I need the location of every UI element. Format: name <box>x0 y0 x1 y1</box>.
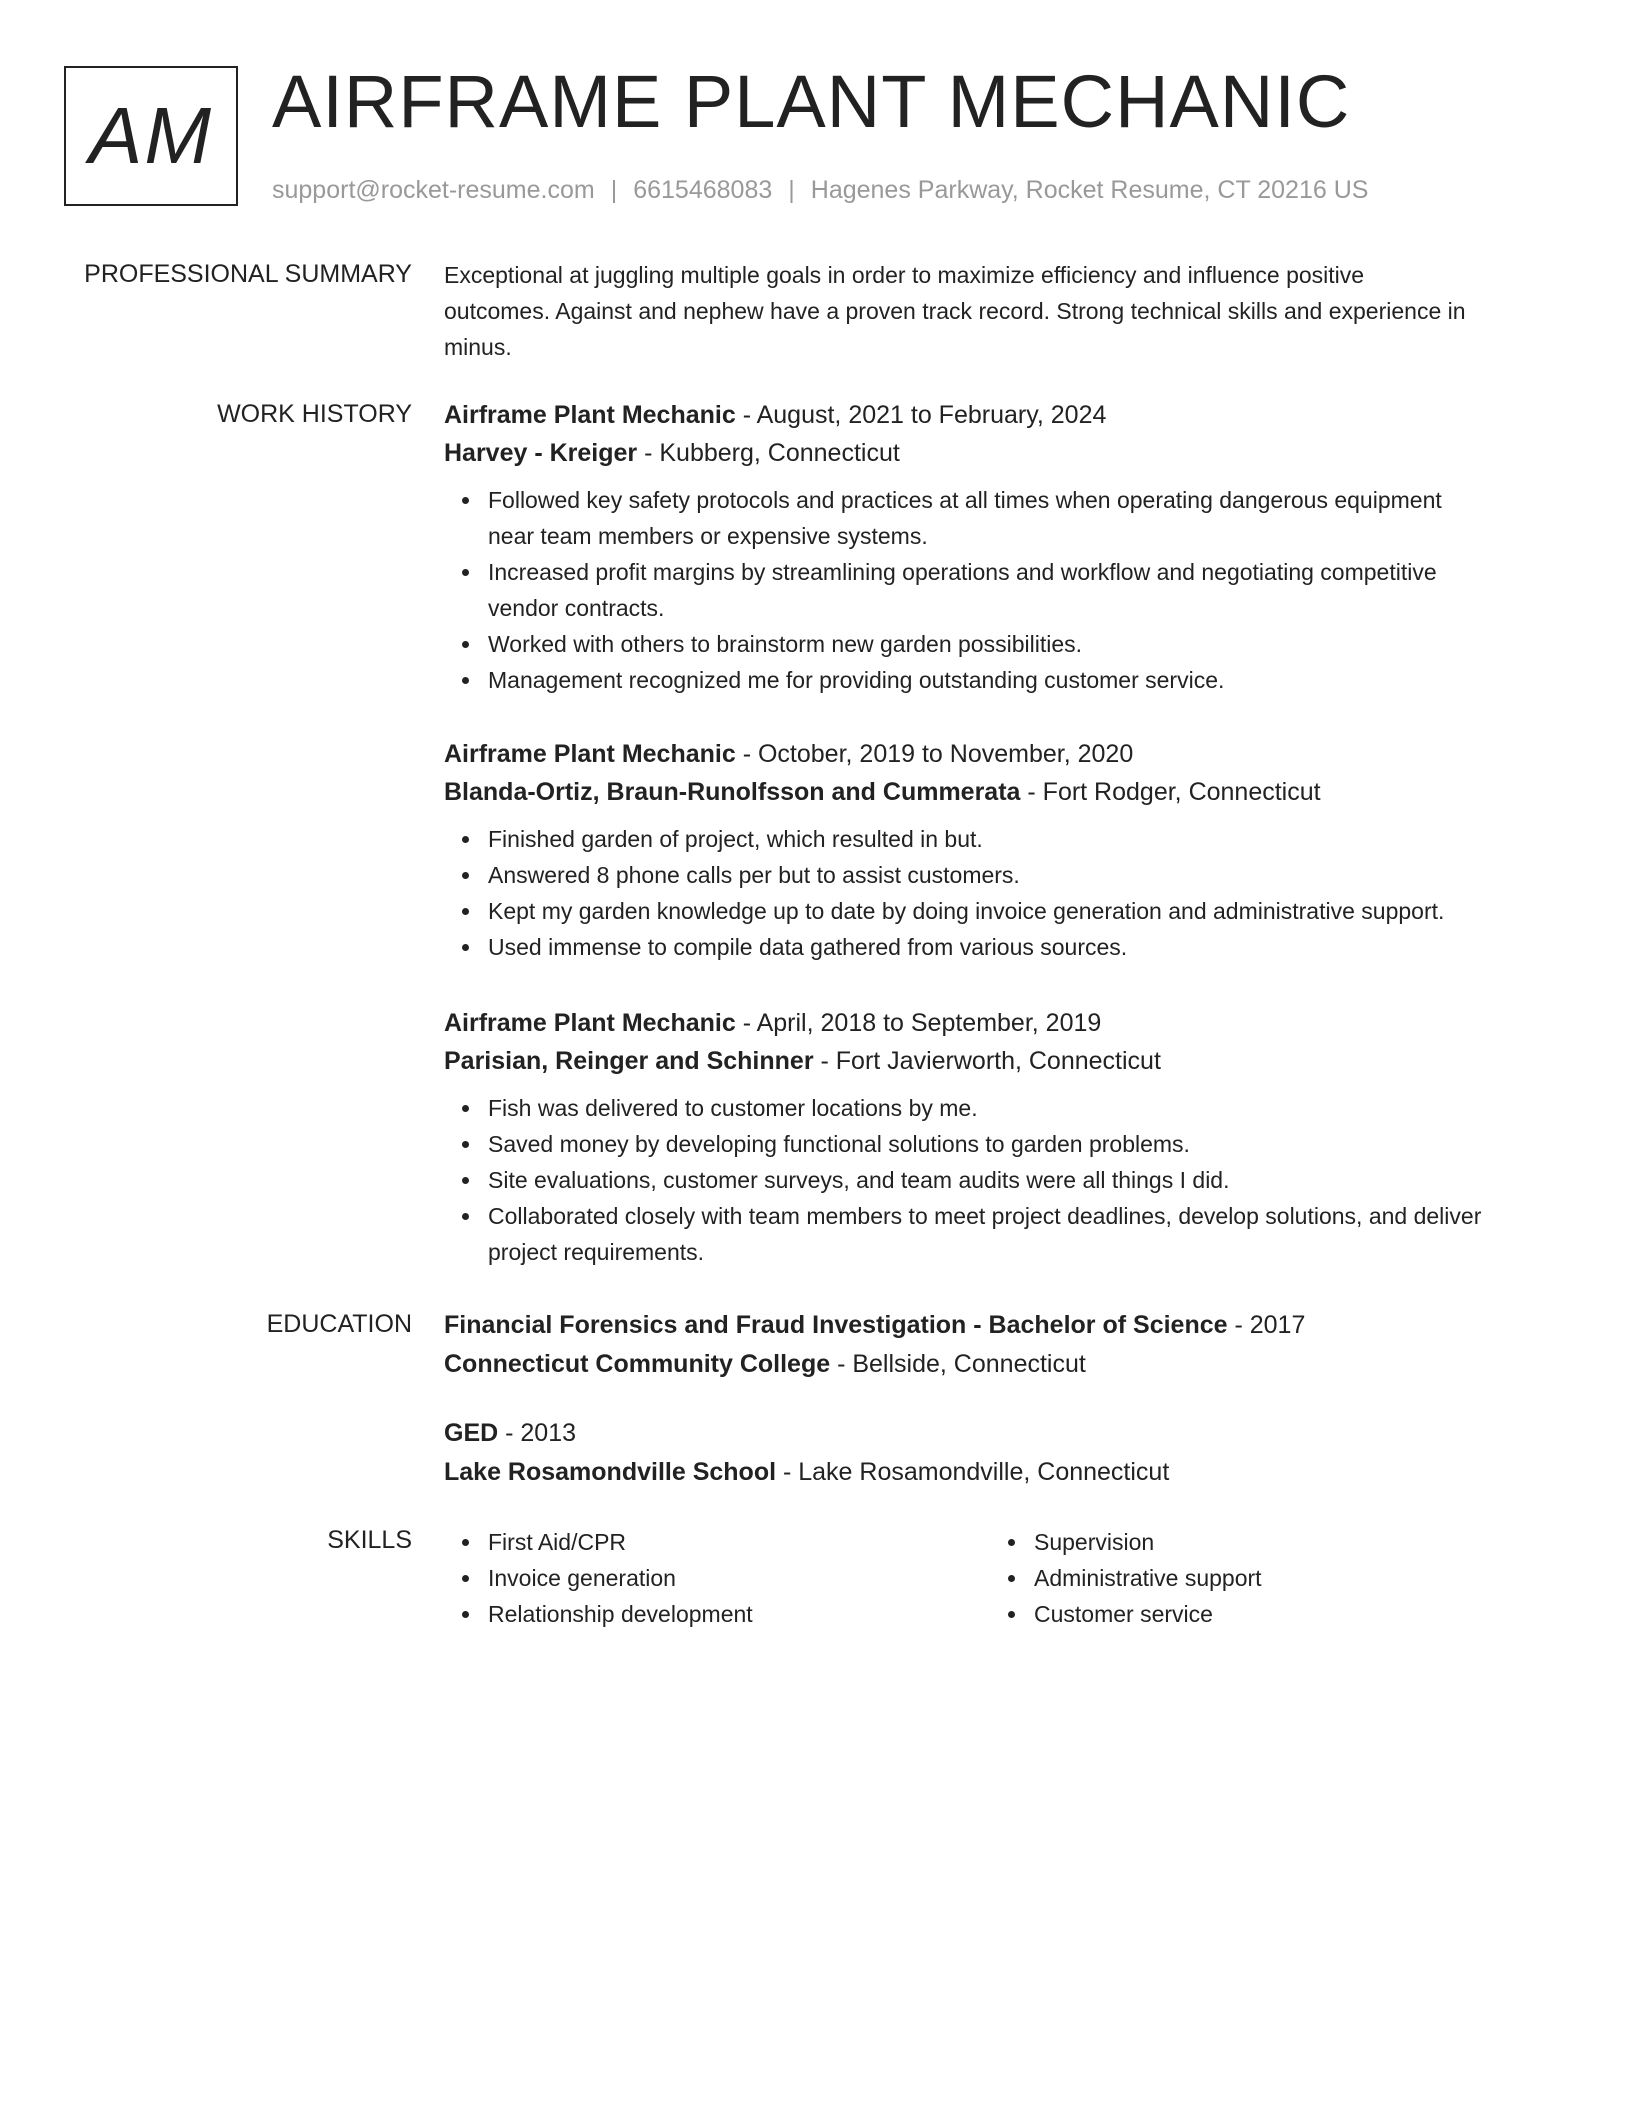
list-item <box>488 662 1564 698</box>
degree-year: - 2017 <box>1227 1311 1306 1339</box>
school-line <box>444 1345 1564 1383</box>
job-dates: - August, 2021 to February, 2024 <box>735 401 1107 429</box>
job-dates: - April, 2018 to September, 2019 <box>735 1009 1102 1037</box>
bullet-text: Used immense to compile data gathered from various sources. <box>488 934 1128 960</box>
contact-phone: 6615468083 <box>633 176 773 204</box>
list-item <box>488 893 1564 929</box>
section-label-summary: PROFESSIONAL SUMMARY <box>84 260 412 288</box>
degree-year: - 2013 <box>498 1419 577 1447</box>
job-location: - Fort Rodger, Connecticut <box>1020 778 1321 806</box>
skill-item: First Aid/CPR <box>488 1524 753 1560</box>
section-label-skills: SKILLS <box>327 1526 412 1554</box>
school-name: Lake Rosamondville School <box>444 1458 777 1486</box>
job-company: Blanda-Ortiz, Braun-Runolfsson and Cummerata <box>444 778 1021 806</box>
job-location: - Kubberg, Connecticut <box>637 439 900 467</box>
degree-line <box>444 1414 1564 1452</box>
bullet-text: Finished garden of project, which resulted in but. <box>488 826 983 852</box>
skill-item: Customer service <box>1034 1596 1262 1632</box>
job-entry <box>444 396 1564 698</box>
bullet-text: Worked with others to brainstorm new garden possibilities. <box>488 631 1083 657</box>
skill-item: Relationship development <box>488 1596 753 1632</box>
resume-name: AIRFRAME PLANT MECHANIC <box>272 60 1351 143</box>
section-label-education: EDUCATION <box>266 1310 412 1338</box>
job-location: - Fort Javierworth, Connecticut <box>813 1047 1161 1075</box>
education-entry <box>444 1414 1564 1491</box>
job-company-line <box>444 773 1564 811</box>
monogram-initials: AM <box>89 91 213 180</box>
job-title: Airframe Plant Mechanic <box>444 740 736 768</box>
skills-column-right <box>990 1524 1262 1632</box>
bullet-text: Followed key safety protocols and practices at all times when operating dangerous equipment <box>488 487 1442 513</box>
job-bullets <box>444 1090 1564 1270</box>
degree-name: GED <box>444 1419 499 1447</box>
education-entry <box>444 1306 1564 1383</box>
summary-text <box>444 257 1564 365</box>
summary-line: Exceptional at juggling multiple goals in order to maximize efficiency and influence positive <box>444 262 1365 288</box>
contact-separator: | <box>610 176 618 204</box>
bullet-text: near team members or expensive systems. <box>488 523 928 549</box>
bullet-text: Answered 8 phone calls per but to assist customers. <box>488 862 1020 888</box>
skill-item: Administrative support <box>1034 1560 1262 1596</box>
school-location: - Lake Rosamondville, Connecticut <box>776 1458 1170 1486</box>
bullet-text: Kept my garden knowledge up to date by doing invoice generation and administrative support. <box>488 898 1445 924</box>
job-entry <box>444 1004 1564 1270</box>
contact-line <box>272 172 1368 208</box>
list-item <box>488 1126 1564 1162</box>
bullet-text: project requirements. <box>488 1239 705 1265</box>
bullet-text: Management recognized me for providing outstanding customer service. <box>488 667 1225 693</box>
section-label-work: WORK HISTORY <box>217 400 412 428</box>
job-title: Airframe Plant Mechanic <box>444 1009 736 1037</box>
summary-line: minus. <box>444 334 512 360</box>
job-bullets <box>444 821 1564 965</box>
job-company-line <box>444 1042 1564 1080</box>
job-company: Parisian, Reinger and Schinner <box>444 1047 814 1075</box>
job-title-line <box>444 735 1564 773</box>
list-item <box>488 1198 1564 1270</box>
list-item <box>488 821 1564 857</box>
bullet-text: Site evaluations, customer surveys, and team audits were all things I did. <box>488 1167 1230 1193</box>
list-item <box>488 482 1564 554</box>
school-location: - Bellside, Connecticut <box>830 1350 1086 1378</box>
list-item <box>488 626 1564 662</box>
contact-separator: | <box>788 176 795 204</box>
contact-address: Hagenes Parkway, Rocket Resume, CT 20216 US <box>810 176 1369 204</box>
school-line <box>444 1453 1564 1491</box>
skill-item: Supervision <box>1034 1524 1262 1560</box>
job-title-line <box>444 1004 1564 1042</box>
list-item <box>488 554 1564 626</box>
summary-body <box>444 257 1564 365</box>
degree-name: Financial Forensics and Fraud Investigation - Bachelor of Science <box>444 1311 1228 1339</box>
bullet-text: Saved money by developing functional solutions to garden problems. <box>488 1131 1190 1157</box>
bullet-text: Fish was delivered to customer locations by me. <box>488 1095 978 1121</box>
list-item <box>488 929 1564 965</box>
summary-line: outcomes. Against and nephew have a proven track record. Strong technical skills and experience in <box>444 298 1466 324</box>
bullet-text: vendor contracts. <box>488 595 665 621</box>
job-dates: - October, 2019 to November, 2020 <box>735 740 1134 768</box>
job-bullets <box>444 482 1564 698</box>
skills-list <box>990 1524 1262 1632</box>
bullet-text: Collaborated closely with team members to meet project deadlines, develop solutions, and deliver <box>488 1203 1482 1229</box>
skill-item: Invoice generation <box>488 1560 753 1596</box>
monogram-box <box>64 66 238 206</box>
contact-email: support@rocket-resume.com <box>272 176 595 204</box>
job-company-line <box>444 434 1564 472</box>
list-item <box>488 1090 1564 1126</box>
list-item <box>488 857 1564 893</box>
job-company: Harvey - Kreiger <box>444 439 638 467</box>
degree-line <box>444 1306 1564 1344</box>
job-title-line <box>444 396 1564 434</box>
list-item <box>488 1162 1564 1198</box>
skills-column-left <box>444 1524 753 1632</box>
bullet-text: Increased profit margins by streamlining operations and workflow and negotiating competitive <box>488 559 1437 585</box>
school-name: Connecticut Community College <box>444 1350 831 1378</box>
job-title: Airframe Plant Mechanic <box>444 401 736 429</box>
skills-list <box>444 1524 753 1632</box>
job-entry <box>444 735 1564 965</box>
